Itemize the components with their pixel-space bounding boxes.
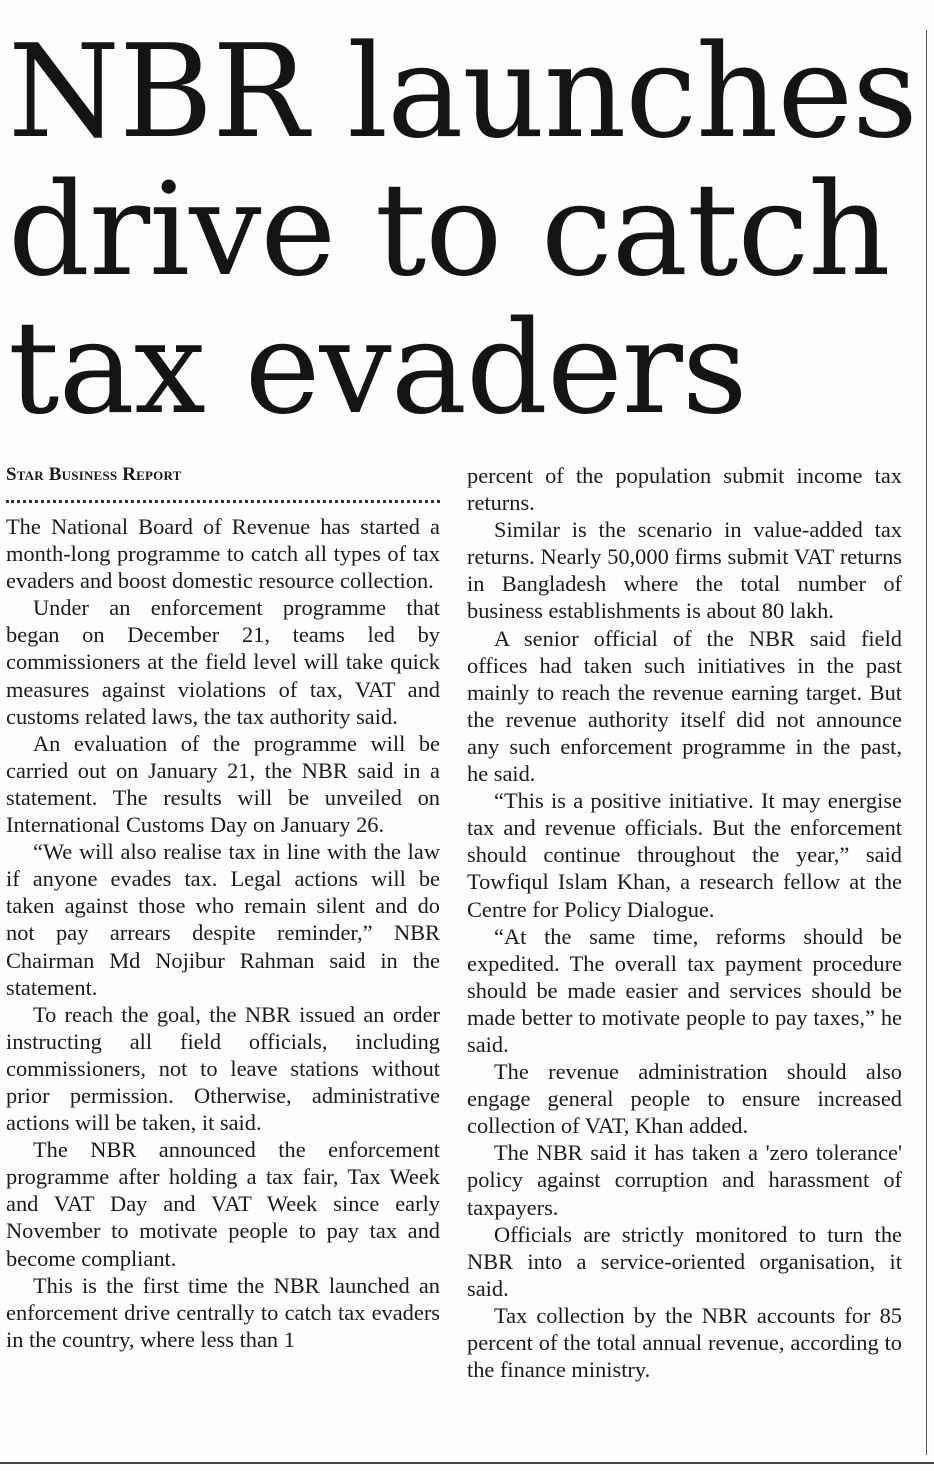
paragraph: “This is a positive initiative. It may energise tax and revenue officials. But the enforcement should continue throughout the year,” said Towfiqul Islam Khan, a research fellow at the Centre for Policy Dialogue.: [467, 788, 902, 922]
paragraph: The NBR announced the enforcement programme after holding a tax fair, Tax Week and VAT Day and VAT Week since early November to motivate people to pay tax and become compliant.: [6, 1137, 440, 1271]
paragraph: Under an enforcement programme that began on December 21, teams led by commissioners at the field level will take quick measures against violations of tax, VAT and customs related laws, the tax authority said.: [6, 595, 440, 729]
paragraph: “At the same time, reforms should be expedited. The overall tax payment procedure should be made easier and services should be made better to motivate people to pay taxes,” he said.: [467, 923, 902, 1057]
headline-line-1: NBR launches: [8, 18, 917, 167]
column-rule-right: [926, 30, 927, 1455]
paragraph-continued: percent of the population submit income tax returns.: [467, 463, 902, 516]
paragraph: This is the first time the NBR launched an enforcement drive centrally to catch tax evaders in the country, where less than 1: [6, 1272, 440, 1352]
headline-line-3: tax evaders: [8, 294, 747, 443]
paragraph: To reach the goal, the NBR issued an order instructing all field officials, including commissioners, not to leave stations without prior permission. Otherwise, administrative actions will be taken, it said.: [6, 1001, 440, 1136]
paragraph: The NBR said it has taken a 'zero tolerance' policy against corruption and harassment of taxpayers.: [467, 1140, 902, 1220]
byline: Star Business Report: [6, 464, 182, 485]
paragraph: An evaluation of the programme will be carried out on January 21, the NBR said in a statement. The results will be unveiled on International Customs Day on January 26.: [6, 730, 440, 838]
paragraph: The National Board of Revenue has started a month-long programme to catch all types of tax evaders and boost domestic resource collection.: [6, 514, 440, 594]
paragraph: The revenue administration should also engage general people to ensure increased collection of VAT, Khan added.: [467, 1059, 902, 1139]
paragraph: Similar is the scenario in value-added tax returns. Nearly 50,000 firms submit VAT returns in Bangladesh where the total number of business establishments is about 80 lakh.: [467, 517, 902, 624]
article-column-left: [6, 513, 440, 1353]
bottom-rule: [0, 1462, 934, 1464]
paragraph: Tax collection by the NBR accounts for 85 percent of the total annual revenue, according to the finance ministry.: [467, 1302, 902, 1383]
paragraph: “We will also realise tax in line with the law if anyone evades tax. Legal actions will be taken against those who remain silent and do not pay arrears despite reminder,” NBR Chairman Md Nojibur Rahman said in the statement.: [6, 839, 440, 1000]
headline: [8, 18, 920, 443]
byline-dotted-divider: [6, 500, 440, 503]
headline-line-2: drive to catch: [8, 156, 890, 305]
article-column-right: [467, 462, 902, 1383]
paragraph: A senior official of the NBR said field offices had taken such initiatives in the past mainly to reach the revenue earning target. But the revenue authority itself did not announce any such enforcement programme in the past, he said.: [467, 625, 902, 787]
paragraph: Officials are strictly monitored to turn the NBR into a service-oriented organisation, it said.: [467, 1221, 902, 1301]
